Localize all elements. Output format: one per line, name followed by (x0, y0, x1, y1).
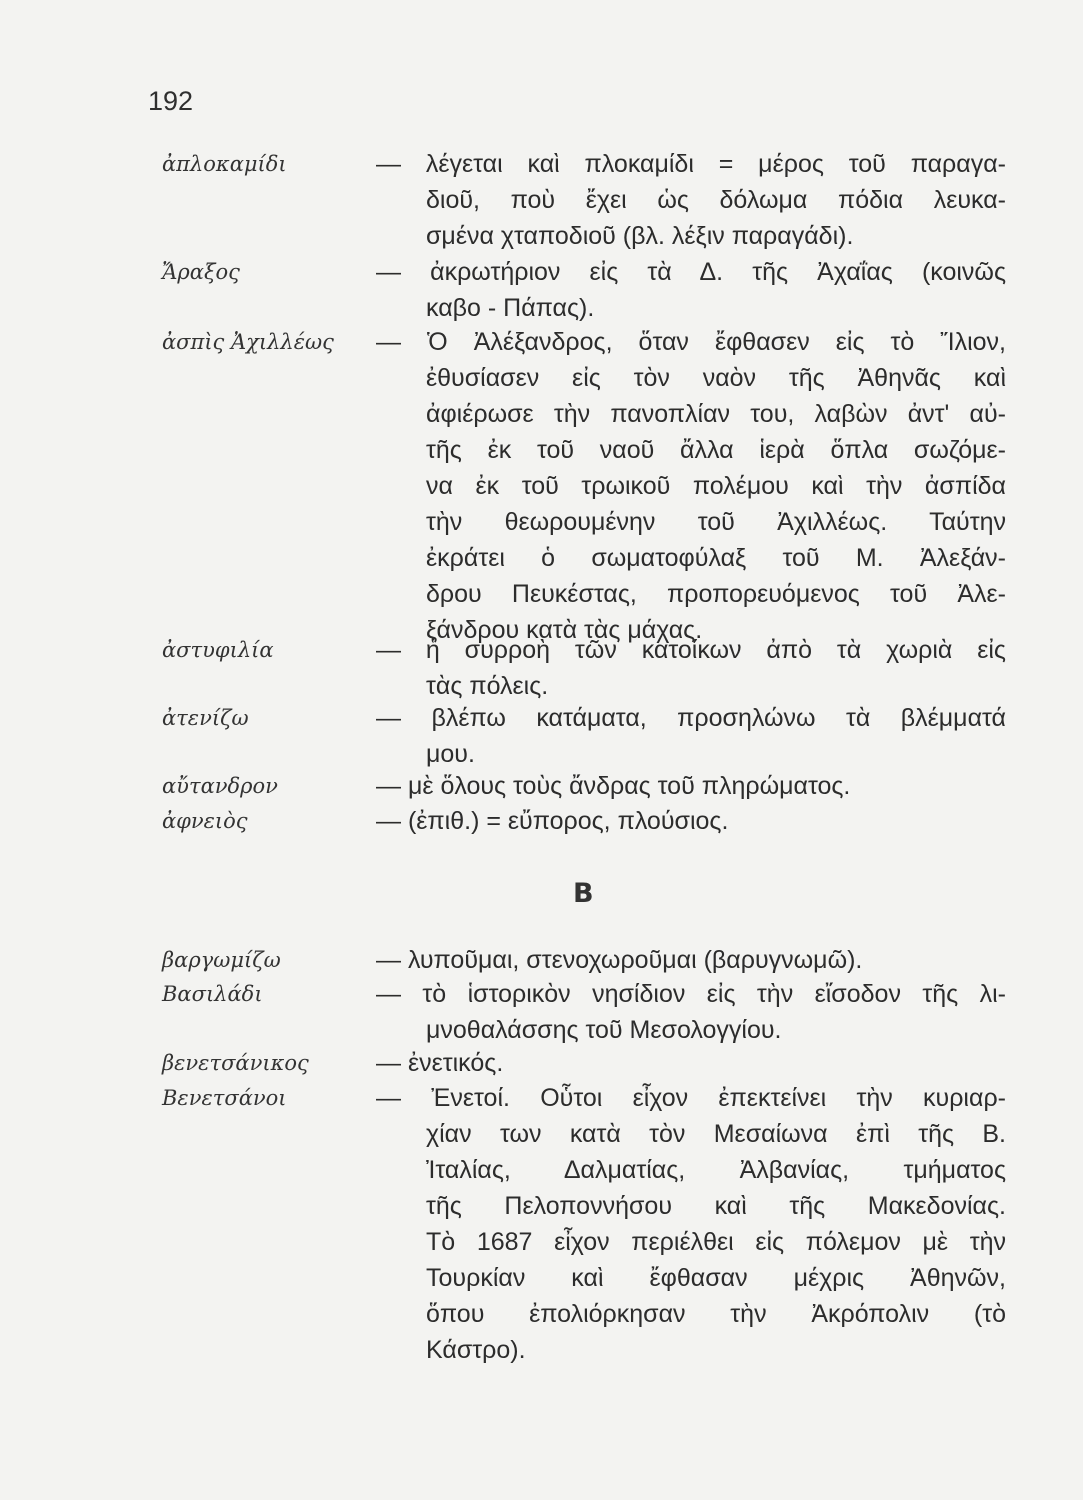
entry-term: Βασιλάδι (162, 982, 263, 1006)
entry-definition-line: ἀφιέρωσε τὴν πανοπλίαν του, λαβὼν ἀντ' αὐ- (426, 400, 1006, 428)
entry-definition-line: — μὲ ὅλους τοὺς ἄνδρας τοῦ πληρώματος. (376, 772, 851, 800)
entry-definition-line: ἐθυσίασεν εἰς τὸν ναὸν τῆς Ἀθηνᾶς καὶ (426, 364, 1006, 392)
entry-definition-line: — ἡ συρροὴ τῶν κατοίκων ἀπὸ τὰ χωριὰ εἰς (376, 636, 1006, 664)
entry-term: αὔτανδρον (162, 774, 278, 798)
entry-definition-line: ξάνδρου κατὰ τὰς μάχας. (426, 616, 703, 644)
entry-definition-line: Τουρκίαν καὶ ἔφθασαν μέχρις Ἀθηνῶν, (426, 1264, 1006, 1292)
entry-definition-line: — ἀκρωτήριον εἰς τὰ Δ. τῆς Ἀχαΐας (κοινῶς (376, 258, 1006, 286)
entry-term: ἀτενίζω (162, 706, 249, 730)
entry-definition-line: — λέγεται καὶ πλοκαμίδι = μέρος τοῦ παραγα- (376, 150, 1006, 178)
entry-term: Ἄραξος (162, 260, 240, 284)
entry-definition-line: — Ὁ Ἀλέξανδρος, ὅταν ἔφθασεν εἰς τὸ Ἴλιον, (376, 328, 1006, 356)
entry-definition-line: μου. (426, 740, 475, 768)
entry-definition-line: ὅπου ἐπολιόρκησαν τὴν Ἀκρόπολιν (τὸ (426, 1300, 1006, 1328)
entry-term: ἀσπὶς Ἀχιλλέως (162, 330, 334, 354)
page-number: 192 (148, 86, 194, 116)
entry-definition-line: Τὸ 1687 εἶχον περιέλθει εἰς πόλεμον μὲ τὴν (426, 1228, 1006, 1256)
entry-term: ἀστυφιλία (162, 638, 274, 662)
section-letter-heading: Β (573, 878, 594, 909)
entry-definition-line: Κάστρο). (426, 1336, 526, 1364)
entry-definition-line: δρου Πευκέστας, προπορευόμενος τοῦ Ἀλε- (426, 580, 1006, 608)
entry-term: Βενετσάνοι (162, 1086, 287, 1110)
entry-definition-line: τῆς ἐκ τοῦ ναοῦ ἄλλα ἱερὰ ὅπλα σωζόμε- (426, 436, 1006, 464)
entry-term: βενετσάνικος (162, 1051, 309, 1075)
entry-definition-line: χίαν των κατὰ τὸν Μεσαίωνα ἐπὶ τῆς Β. (426, 1120, 1006, 1148)
entry-definition-line: τῆς Πελοποννήσου καὶ τῆς Μακεδονίας. (426, 1192, 1006, 1220)
entry-definition-line: — ἐνετικός. (376, 1049, 504, 1077)
entry-definition-line: Ἰταλίας, Δαλματίας, Ἀλβανίας, τμήματος (426, 1156, 1006, 1184)
entry-definition-line: καβο - Πάπας). (426, 294, 595, 322)
entry-definition-line: — (ἐπιθ.) = εὔπορος, πλούσιος. (376, 807, 729, 835)
entry-term: ἀφνειὸς (162, 809, 248, 833)
entry-definition-line: διοῦ, ποὺ ἔχει ὡς δόλωμα πόδια λευκα- (426, 186, 1006, 214)
entry-definition-line: — τὸ ἱστορικὸν νησίδιον εἰς τὴν εἴσοδον τῆς λι- (376, 980, 1006, 1008)
entry-term: ἀπλοκαμίδι (162, 152, 287, 176)
entry-term: βαργωμίζω (162, 948, 281, 972)
entry-definition-line: τὰς πόλεις. (426, 672, 549, 700)
entry-definition-line: σμένα χταποδιοῦ (βλ. λέξιν παραγάδι). (426, 222, 854, 250)
entry-definition-line: να ἐκ τοῦ τρωικοῦ πολέμου καὶ τὴν ἀσπίδα (426, 472, 1006, 500)
entry-definition-line: τὴν θεωρουμένην τοῦ Ἀχιλλέως. Ταύτην (426, 508, 1006, 536)
entry-definition-line: ἐκράτει ὁ σωματοφύλαξ τοῦ Μ. Ἀλεξάν- (426, 544, 1006, 572)
entry-definition-line: μνοθαλάσσης τοῦ Μεσολογγίου. (426, 1016, 782, 1044)
entry-definition-line: — βλέπω κατάματα, προσηλώνω τὰ βλέμματά (376, 704, 1006, 732)
entry-definition-line: — Ἐνετοί. Οὗτοι εἶχον ἐπεκτείνει τὴν κυριαρ- (376, 1084, 1006, 1112)
entry-definition-line: — λυποῦμαι, στενοχωροῦμαι (βαρυγνωμῶ). (376, 946, 863, 974)
